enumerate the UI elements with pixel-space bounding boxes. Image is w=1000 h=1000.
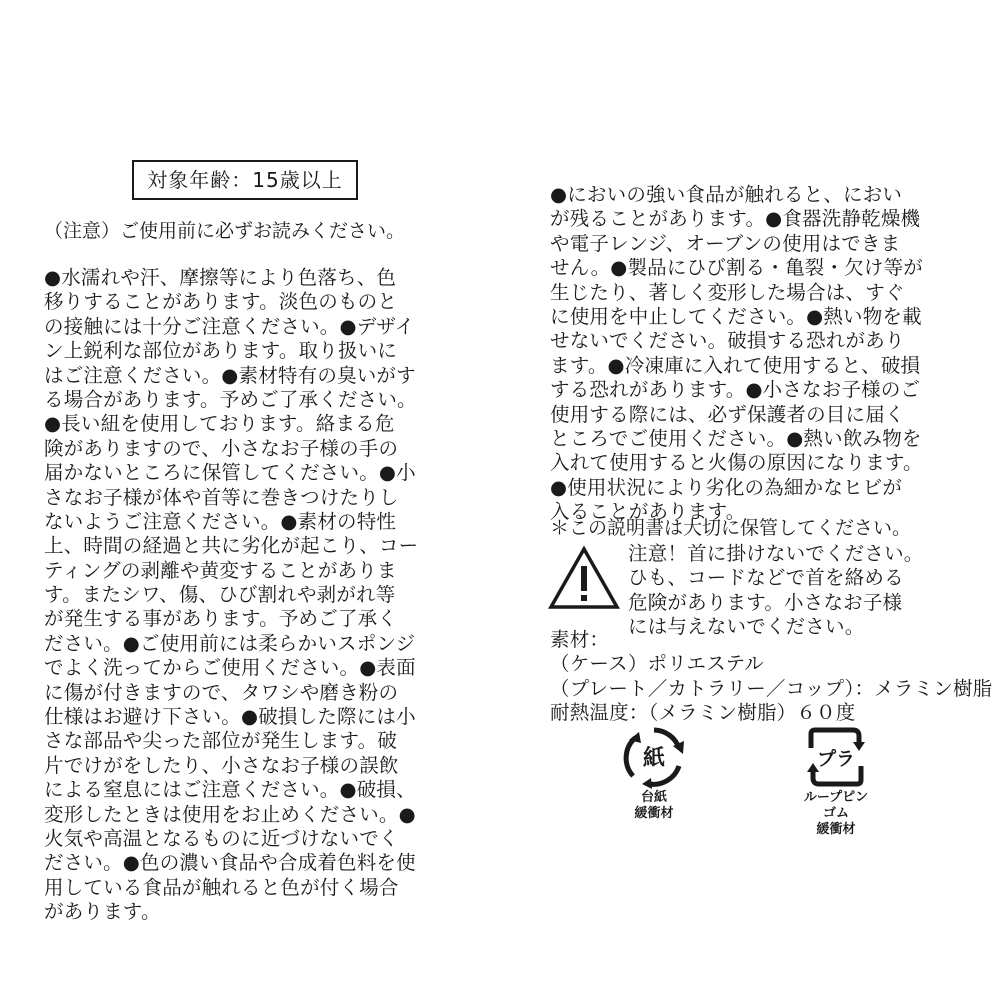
strangulation-warning [628,542,948,640]
paper-mark-text: 紙 [642,746,666,771]
materials-line: （プレート／カトラリー／コップ）：メラミン樹脂 [550,676,993,700]
caution-line: 移りすることがあります。淡色のものと [44,290,398,314]
caution-line: の接触には十分ご注意ください。●デザイ [44,314,415,338]
caution-line: が残ることがあります。●食器洗静乾燥機 [550,207,921,231]
caution-line: ところでご使用ください。●熱い飲み物を [550,426,922,450]
caution-line: でよく洗ってからご使用ください。●表面 [44,656,416,680]
plastic-recycling-mark [776,724,896,838]
caution-line: 片でけがをしたり、小さなお子様の誤飲 [44,753,399,777]
caution-line: 険がありますので、小さなお子様の手の [44,436,399,460]
target-age-label: 対象年齢：15歳以上 [132,160,358,200]
left-caution-text [44,266,444,925]
warning-line: ひも、コードなどで首を絡める [628,566,904,590]
caution-line: ださい。●色の濃い食品や合成着色料を使 [44,851,416,875]
caution-line: ン上鋭利な部位があります。取り扱いに [44,339,398,363]
right-caution-text [550,183,950,524]
caution-line: 上、時間の経過と共に劣化が起こり、コー [44,534,419,558]
caution-line: る場合があります。予めご了承ください。 [44,387,417,411]
plastic-caption: ループピン [803,790,869,805]
caution-line: する恐れがあります。●小さなお子様のご [550,378,921,402]
paper-caption: 台紙 [640,790,667,805]
materials-info [550,628,993,726]
caution-line: 入ることがあります。 [550,500,746,524]
caution-line: による窒息にはご注意ください。●破損、 [44,778,416,802]
caution-line: ティングの剥離や黄変することがありま [44,558,397,582]
paper-recycling-mark [614,724,694,822]
warning-line: には与えないでください。 [628,615,865,639]
caution-line: せん。●製品にひび割る・亀裂・欠け等が [550,256,923,280]
warning-line: 危険があります。小さなお子様 [628,590,903,614]
caution-line: ます。●冷凍庫に入れて使用すると、破損 [550,353,921,377]
caution-line: があります。 [44,900,161,924]
warning-line: 注意！首に掛けないでください。 [628,542,924,565]
caution-line: さなお子様が体や首等に巻きつけたりし [44,485,399,509]
caution-line: 変形したときは使用をお止めください。● [44,802,416,826]
plastic-caption: 緩衝材 [816,822,856,837]
caution-line: 仕様はお避け下さい。●破損した際には小 [44,705,416,729]
paper-recycle-icon [621,724,687,790]
caution-line: ●使用状況により劣化の為細かなヒビが [550,475,903,499]
keep-manual-note: ＊この説明書は大切に保管してください。 [550,517,912,539]
caution-line: 用している食品が触れると色が付く場合 [44,875,399,899]
warning-triangle-icon [548,546,620,610]
materials-line: 耐熱温度：（メラミン樹脂）６０度 [550,701,856,725]
materials-line: （ケース）ポリエステル [550,652,764,676]
caution-line: はご注意ください。●素材特有の臭いがす [44,363,416,387]
caution-line: せないでください。破損する恐れがあり [550,329,905,353]
notice-heading: （注意）ご使用前に必ずお読みください。 [44,220,406,242]
plastic-caption: ゴム [822,806,849,821]
caution-line: に使用を中止してください。●熱い物を載 [550,304,922,328]
caution-line: ないようご注意ください。●素材の特性 [44,509,397,533]
caution-line: が発生する事があります。予めご了承く [44,607,398,631]
caution-line: ●長い紐を使用しております。絡まる危 [44,412,395,436]
paper-caption: 緩衝材 [634,806,674,821]
caution-line: 届かないところに保管してください。●小 [44,461,416,485]
caution-line: や電子レンジ、オーブンの使用はできま [550,231,901,255]
plastic-mark-text: プラ [816,748,856,770]
caution-line: す。またシワ、傷、ひび割れや剥がれ等 [44,583,396,607]
plastic-recycle-icon [803,724,869,790]
caution-line: 生じたり、著しく変形した場合は、すぐ [550,280,905,304]
caution-line: 使用する際には、必ず保護者の目に届く [550,402,905,426]
caution-line: に傷が付きますので、タワシや磨き粉の [44,680,399,704]
caution-line: ださい。●ご使用前には柔らかいスポンジ [44,631,416,655]
caution-line: 火気や高温となるものに近づけないでく [44,826,399,850]
caution-line: ●においの強い食品が触れると、におい [550,183,903,206]
caution-line: 入れて使用すると火傷の原因になります。 [550,451,923,475]
caution-line: ●水濡れや汗、摩擦等により色落ち、色 [44,266,397,289]
materials-line: 素材： [550,628,610,651]
caution-line: さな部品や尖った部位が発生します。破 [44,729,398,753]
